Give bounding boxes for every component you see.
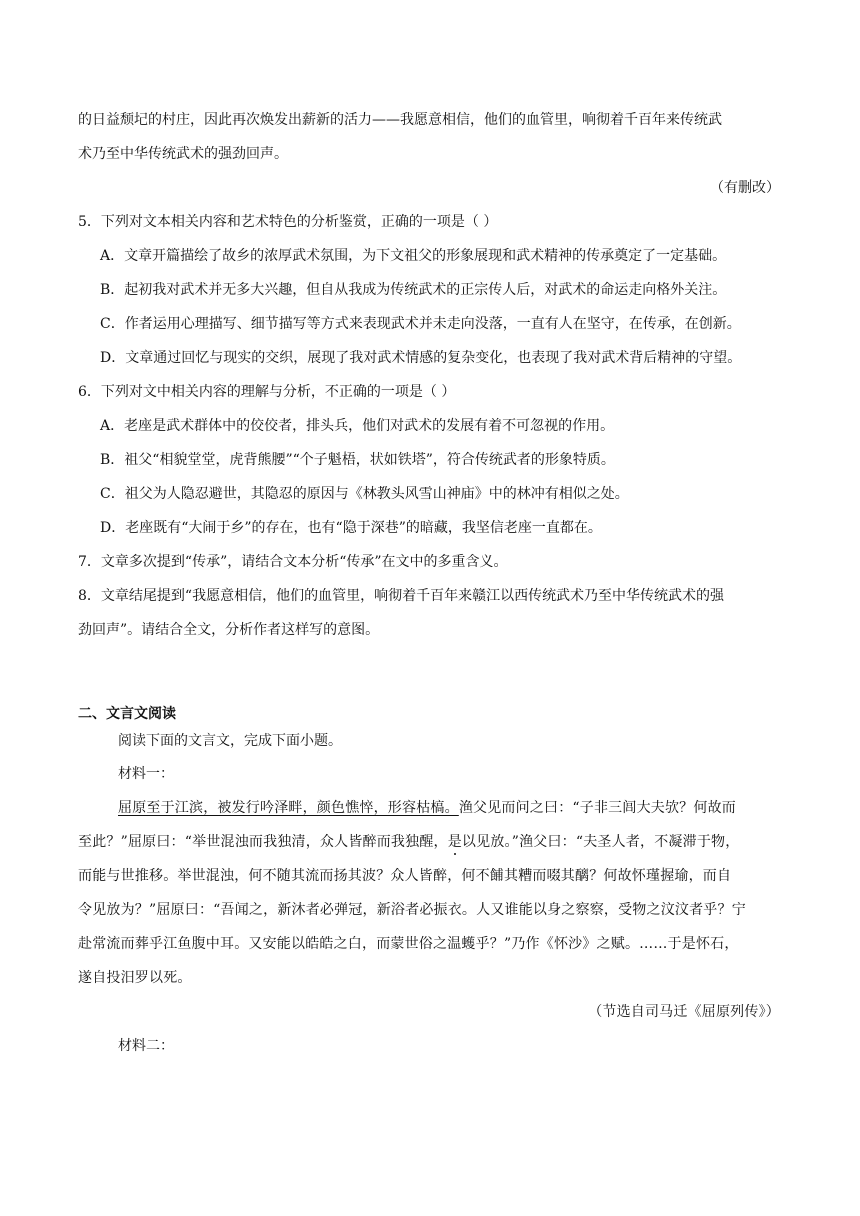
material-1-line-2-part-a: 至此？”屈原曰：“举世混浊而我独清，众人皆醉而我独醒，	[78, 834, 448, 850]
question-6-option-c: C．祖父为人隐忍避世，其隐忍的原因与《林教头风雪山神庙》中的林冲有相似之处。	[100, 486, 629, 502]
question-8-line-2: 劲回声”。请结合全文，分析作者这样写的意图。	[78, 622, 380, 638]
material-1-label: 材料一：	[118, 766, 174, 782]
material-1-line-1	[118, 798, 736, 818]
material-1-line-4: 令见放为？”屈原曰：“吾闻之，新沐者必弹冠，新浴者必振衣。人又谁能以身之察察，受物之汶汶者乎？宁	[78, 902, 746, 918]
emphasis-dotted-char: 是	[447, 834, 462, 850]
question-8-line-1: 8．文章结尾提到“我愿意相信，他们的血管里，响彻着千百年来赣江以西传统武术乃至中华传统武术的强	[78, 588, 725, 604]
material-1-line-2	[78, 832, 739, 852]
section-2-heading: 二、文言文阅读	[78, 706, 176, 722]
question-5-option-a: A．文章开篇描绘了故乡的浓厚武术氛围，为下文祖父的形象展现和武术精神的传承奠定了一定基础。	[100, 248, 727, 264]
material-1-line-3: 而能与世推移。举世混浊，何不随其流而扬其波？众人皆醉，何不餔其糟而啜其醨？何故怀瑾握瑜，而自	[78, 868, 732, 884]
question-6-option-d: D．老座既有“大闹于乡”的存在，也有“隐于深巷”的暗藏，我坚信老座一直都在。	[100, 520, 602, 536]
material-1-line-1-rest: 渔父见而问之曰：“子非三闾大夫欤？何故而	[458, 800, 736, 816]
question-5-stem: 5．下列对文本相关内容和艺术特色的分析鉴赏，正确的一项是（ ）	[78, 214, 498, 230]
revision-note: （有删改）	[710, 180, 780, 196]
material-1-line-2-part-b: 以见放。”渔父曰：“夫圣人者，不凝滞于物，	[461, 834, 740, 850]
question-6-option-b: B．祖父“相貌堂堂，虎背熊腰”“个子魁梧，状如铁塔”，符合传统武者的形象特质。	[100, 452, 615, 468]
material-1-line-6: 遂自投汨罗以死。	[78, 970, 192, 986]
material-1-source: （节选自司马迁《屈原列传》）	[588, 1004, 780, 1020]
passage-end-line-1: 的日益颓圮的村庄，因此再次焕发出薪新的活力——我愿意相信，他们的血管里，响彻着千百年来传统武	[78, 112, 722, 128]
passage-end-line-2: 术乃至中华传统武术的强劲回声。	[78, 146, 288, 162]
question-5-option-c: C．作者运用心理描写、细节描写等方式来表现武术并未走向没落，一直有人在坚守，在传承，在创新。	[100, 316, 741, 332]
question-6-option-a: A．老座是武术群体中的佼佼者，排头兵，他们对武术的发展有着不可忽视的作用。	[100, 418, 615, 434]
question-7: 7．文章多次提到“传承”，请结合文本分析“传承”在文中的多重含义。	[78, 554, 508, 570]
question-5-option-b: B．起初我对武术并无多大兴趣，但自从我成为传统武术的正宗传人后，对武术的命运走向格外关注。	[100, 282, 727, 298]
material-2-label: 材料二：	[118, 1038, 174, 1054]
section-2-intro: 阅读下面的文言文，完成下面小题。	[118, 733, 342, 749]
material-1-line-5: 赴常流而葬乎江鱼腹中耳。又安能以皓皓之白，而蒙世俗之温蠖乎？”乃作《怀沙》之赋。……于是怀石，	[78, 936, 739, 952]
question-6-stem: 6．下列对文中相关内容的理解与分析，不正确的一项是（ ）	[78, 384, 456, 400]
underlined-sentence: 屈原至于江滨，被发行吟泽畔，颜色憔悴，形容枯槁。	[118, 800, 459, 816]
question-5-option-d: D．文章通过回忆与现实的交织，展现了我对武术情感的复杂变化，也表现了我对武术背后精神的守望。	[100, 350, 742, 366]
